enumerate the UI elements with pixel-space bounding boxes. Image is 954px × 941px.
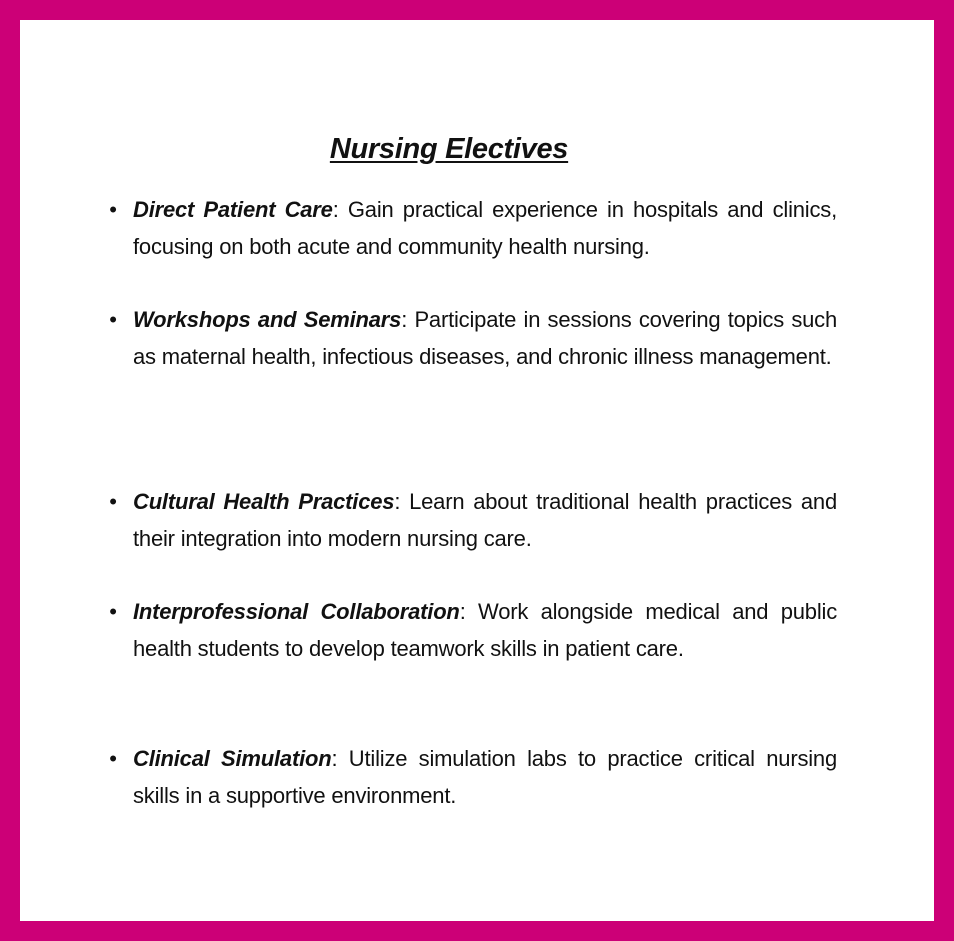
- bullet-icon: •: [109, 197, 117, 222]
- list-item-clinical-simulation: [109, 740, 838, 814]
- item-term: Interprofessional Collaboration: [133, 599, 460, 624]
- item-description: Participate in sessions covering topics such as maternal health, infectious diseases, and chronic illness management.: [133, 307, 837, 369]
- bullet-icon: •: [109, 599, 117, 624]
- item-separator: :: [331, 746, 338, 771]
- item-term: Cultural Health Practices: [133, 489, 395, 514]
- item-description: Learn about traditional health practices and their integration into modern nursing care.: [133, 489, 837, 551]
- item-term: Clinical Simulation: [133, 746, 332, 771]
- item-term: Workshops and Seminars: [133, 307, 402, 332]
- item-separator: :: [332, 197, 339, 222]
- bullet-icon: •: [109, 746, 117, 771]
- item-description: Utilize simulation labs to practice critical nursing skills in a supportive environment.: [133, 746, 838, 808]
- list-item-cultural-health-practices: [109, 483, 837, 557]
- bullet-icon: •: [109, 307, 117, 332]
- item-description: Work alongside medical and public health students to develop teamwork skills in patient care.: [133, 599, 838, 661]
- bullet-icon: •: [109, 489, 117, 514]
- item-separator: :: [459, 599, 466, 624]
- list-item-interprofessional-collaboration: [109, 593, 838, 667]
- list-item-direct-patient-care: [109, 191, 837, 265]
- list-item-workshops-and-seminars: [109, 301, 837, 375]
- item-description: Gain practical experience in hospitals and clinics, focusing on both acute and community health nursing.: [133, 197, 837, 259]
- item-term: Direct Patient Care: [133, 197, 333, 222]
- item-separator: :: [394, 489, 401, 514]
- document-title: Nursing Electives: [329, 133, 569, 165]
- item-separator: :: [401, 307, 408, 332]
